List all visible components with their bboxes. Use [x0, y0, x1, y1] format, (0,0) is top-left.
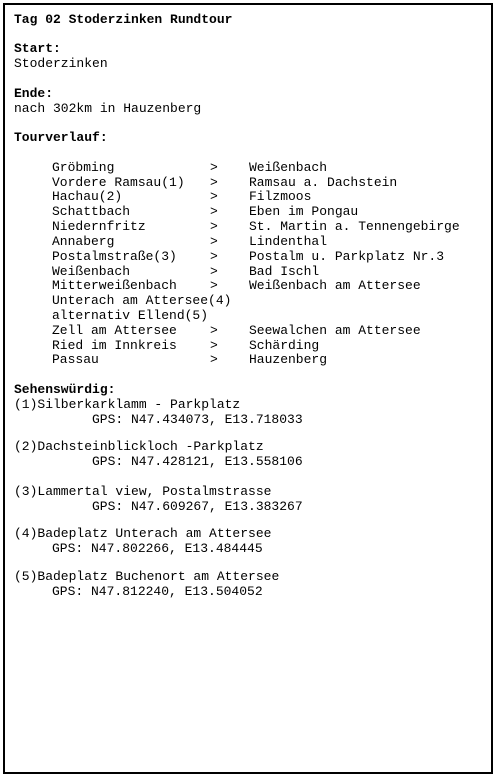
route-from: Hachau(2)	[52, 189, 123, 204]
sights-label: Sehenswürdig:	[14, 382, 116, 397]
sight-gps: GPS: N47.812240, E13.504052	[52, 584, 263, 599]
sight-name: (1)Silberkarklamm - Parkplatz	[14, 397, 241, 412]
route-arrow: >	[210, 338, 218, 353]
route-to: Eben im Pongau	[249, 204, 359, 219]
route-from: Mitterweißenbach	[52, 278, 177, 293]
route-arrow: >	[210, 219, 218, 234]
route-label: Tourverlauf:	[14, 130, 108, 145]
route-arrow: >	[210, 175, 218, 190]
sight-gps: GPS: N47.802266, E13.484445	[52, 541, 263, 556]
sight-name: (2)Dachsteinblickloch -Parkplatz	[14, 439, 264, 454]
route-to: Seewalchen am Attersee	[249, 323, 421, 338]
route-from: Niedernfritz	[52, 219, 146, 234]
route-to: Weißenbach	[249, 160, 328, 175]
route-to: Schärding	[249, 338, 320, 353]
route-from: Schattbach	[52, 204, 131, 219]
route-arrow: >	[210, 234, 218, 249]
route-from: Passau	[52, 352, 99, 367]
end-label: Ende:	[14, 86, 54, 101]
route-arrow: >	[210, 278, 218, 293]
route-from: Unterach am Attersee(4)	[52, 293, 232, 308]
route-to: Filzmoos	[249, 189, 312, 204]
route-from: Zell am Attersee	[52, 323, 177, 338]
sight-name: (4)Badeplatz Unterach am Attersee	[14, 526, 272, 541]
route-to: Lindenthal	[249, 234, 328, 249]
route-arrow: >	[210, 323, 218, 338]
route-from: Gröbming	[52, 160, 115, 175]
start-label: Start:	[14, 41, 61, 56]
route-to: St. Martin a. Tennengebirge	[249, 219, 460, 234]
route-arrow: >	[210, 249, 218, 264]
route-from: Weißenbach	[52, 264, 131, 279]
end-value: nach 302km in Hauzenberg	[14, 101, 202, 116]
route-arrow: >	[210, 204, 218, 219]
sight-gps: GPS: N47.434073, E13.718033	[92, 412, 303, 427]
route-to: Weißenbach am Attersee	[249, 278, 421, 293]
page-title: Tag 02 Stoderzinken Rundtour	[14, 12, 233, 27]
route-to: Bad Ischl	[249, 264, 320, 279]
start-value: Stoderzinken	[14, 56, 108, 71]
route-to: Ramsau a. Dachstein	[249, 175, 398, 190]
route-arrow: >	[210, 352, 218, 367]
route-arrow: >	[210, 160, 218, 175]
route-arrow: >	[210, 189, 218, 204]
route-from: Postalmstraße(3)	[52, 249, 177, 264]
sight-gps: GPS: N47.609267, E13.383267	[92, 499, 303, 514]
route-to: Hauzenberg	[249, 352, 328, 367]
sight-gps: GPS: N47.428121, E13.558106	[92, 454, 303, 469]
route-from: Annaberg	[52, 234, 115, 249]
route-arrow: >	[210, 264, 218, 279]
sight-name: (5)Badeplatz Buchenort am Attersee	[14, 569, 280, 584]
sight-name: (3)Lammertal view, Postalmstrasse	[14, 484, 272, 499]
route-from: Ried im Innkreis	[52, 338, 177, 353]
route-from: alternativ Ellend(5)	[52, 308, 209, 323]
route-from: Vordere Ramsau(1)	[52, 175, 185, 190]
route-to: Postalm u. Parkplatz Nr.3	[249, 249, 445, 264]
